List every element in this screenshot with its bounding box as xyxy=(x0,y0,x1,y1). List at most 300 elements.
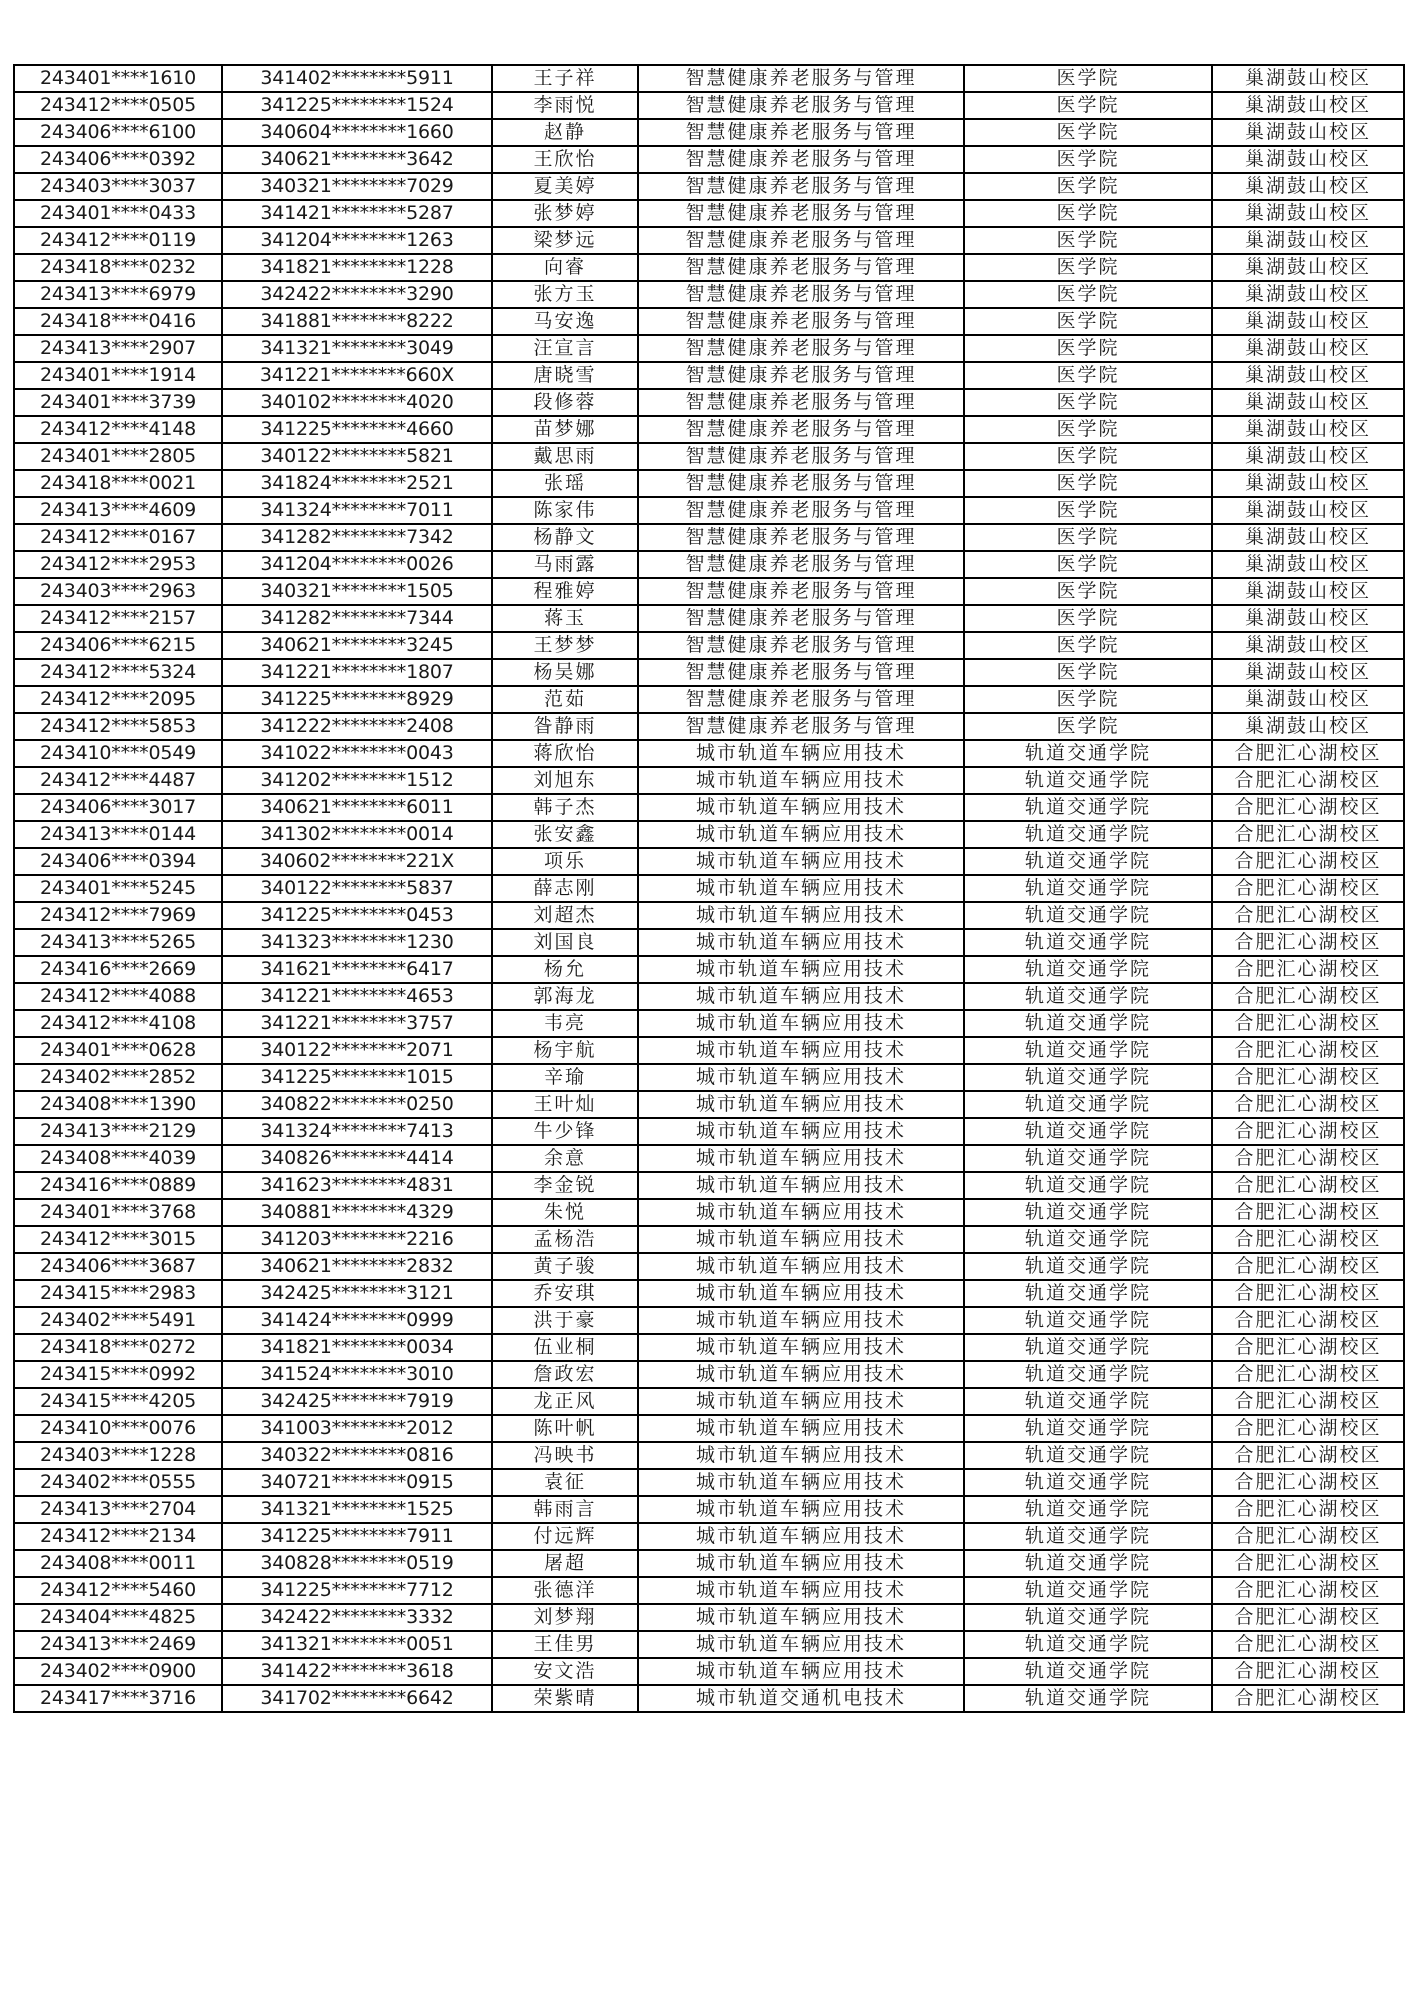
campus-cell: 合肥汇心湖校区 xyxy=(1212,1118,1404,1145)
id-number-cell: 341702********6642 xyxy=(222,1685,492,1712)
college-cell: 轨道交通学院 xyxy=(964,1037,1212,1064)
college-cell: 轨道交通学院 xyxy=(964,1064,1212,1091)
table-row xyxy=(14,227,1404,254)
major-cell: 智慧健康养老服务与管理 xyxy=(638,659,964,686)
student-name-cell: 蒋玉 xyxy=(492,605,638,632)
college-cell: 医学院 xyxy=(964,92,1212,119)
id-number-cell: 340621********6011 xyxy=(222,794,492,821)
student-name-cell: 陈叶帆 xyxy=(492,1415,638,1442)
exam-number-cell: 243412****4088 xyxy=(14,983,222,1010)
major-cell: 城市轨道车辆应用技术 xyxy=(638,1604,964,1631)
table-row xyxy=(14,1199,1404,1226)
major-cell: 智慧健康养老服务与管理 xyxy=(638,578,964,605)
table-row xyxy=(14,686,1404,713)
college-cell: 医学院 xyxy=(964,362,1212,389)
id-number-cell: 340826********4414 xyxy=(222,1145,492,1172)
id-number-cell: 340322********0816 xyxy=(222,1442,492,1469)
exam-number-cell: 243418****0021 xyxy=(14,470,222,497)
major-cell: 城市轨道车辆应用技术 xyxy=(638,1172,964,1199)
campus-cell: 合肥汇心湖校区 xyxy=(1212,794,1404,821)
table-row xyxy=(14,659,1404,686)
student-name-cell: 朱悦 xyxy=(492,1199,638,1226)
major-cell: 智慧健康养老服务与管理 xyxy=(638,605,964,632)
student-name-cell: 张德洋 xyxy=(492,1577,638,1604)
college-cell: 轨道交通学院 xyxy=(964,821,1212,848)
student-name-cell: 付远辉 xyxy=(492,1523,638,1550)
table-row xyxy=(14,902,1404,929)
table-row xyxy=(14,281,1404,308)
college-cell: 医学院 xyxy=(964,65,1212,92)
student-name-cell: 范茹 xyxy=(492,686,638,713)
campus-cell: 巢湖鼓山校区 xyxy=(1212,227,1404,254)
exam-number-cell: 243401****1610 xyxy=(14,65,222,92)
id-number-cell: 341821********0034 xyxy=(222,1334,492,1361)
campus-cell: 合肥汇心湖校区 xyxy=(1212,902,1404,929)
table-row xyxy=(14,497,1404,524)
student-name-cell: 牛少锋 xyxy=(492,1118,638,1145)
table-row xyxy=(14,1469,1404,1496)
student-name-cell: 杨静文 xyxy=(492,524,638,551)
id-number-cell: 340822********0250 xyxy=(222,1091,492,1118)
campus-cell: 巢湖鼓山校区 xyxy=(1212,308,1404,335)
table-row xyxy=(14,389,1404,416)
table-row xyxy=(14,578,1404,605)
table-row xyxy=(14,1361,1404,1388)
college-cell: 医学院 xyxy=(964,443,1212,470)
student-name-cell: 唐晓雪 xyxy=(492,362,638,389)
table-row xyxy=(14,335,1404,362)
student-name-cell: 张安鑫 xyxy=(492,821,638,848)
id-number-cell: 342425********7919 xyxy=(222,1388,492,1415)
exam-number-cell: 243418****0416 xyxy=(14,308,222,335)
campus-cell: 合肥汇心湖校区 xyxy=(1212,1010,1404,1037)
college-cell: 轨道交通学院 xyxy=(964,1253,1212,1280)
exam-number-cell: 243403****3037 xyxy=(14,173,222,200)
major-cell: 城市轨道车辆应用技术 xyxy=(638,1064,964,1091)
table-row xyxy=(14,1631,1404,1658)
id-number-cell: 341203********2216 xyxy=(222,1226,492,1253)
student-name-cell: 刘国良 xyxy=(492,929,638,956)
table-row xyxy=(14,1685,1404,1712)
id-number-cell: 340828********0519 xyxy=(222,1550,492,1577)
student-name-cell: 伍业桐 xyxy=(492,1334,638,1361)
college-cell: 医学院 xyxy=(964,227,1212,254)
exam-number-cell: 243408****1390 xyxy=(14,1091,222,1118)
college-cell: 轨道交通学院 xyxy=(964,1523,1212,1550)
campus-cell: 合肥汇心湖校区 xyxy=(1212,1685,1404,1712)
table-row xyxy=(14,1145,1404,1172)
campus-cell: 巢湖鼓山校区 xyxy=(1212,605,1404,632)
campus-cell: 巢湖鼓山校区 xyxy=(1212,551,1404,578)
table-row xyxy=(14,200,1404,227)
campus-cell: 巢湖鼓山校区 xyxy=(1212,362,1404,389)
student-name-cell: 安文浩 xyxy=(492,1658,638,1685)
id-number-cell: 341225********7712 xyxy=(222,1577,492,1604)
campus-cell: 合肥汇心湖校区 xyxy=(1212,1496,1404,1523)
college-cell: 轨道交通学院 xyxy=(964,794,1212,821)
campus-cell: 合肥汇心湖校区 xyxy=(1212,1442,1404,1469)
exam-number-cell: 243415****0992 xyxy=(14,1361,222,1388)
table-row xyxy=(14,416,1404,443)
table-row xyxy=(14,794,1404,821)
major-cell: 城市轨道车辆应用技术 xyxy=(638,1658,964,1685)
student-name-cell: 王佳男 xyxy=(492,1631,638,1658)
college-cell: 轨道交通学院 xyxy=(964,1145,1212,1172)
table-row xyxy=(14,443,1404,470)
major-cell: 城市轨道车辆应用技术 xyxy=(638,1253,964,1280)
table-row xyxy=(14,92,1404,119)
exam-number-cell: 243412****2134 xyxy=(14,1523,222,1550)
table-row xyxy=(14,1550,1404,1577)
college-cell: 轨道交通学院 xyxy=(964,1469,1212,1496)
college-cell: 轨道交通学院 xyxy=(964,1199,1212,1226)
exam-number-cell: 243410****0549 xyxy=(14,740,222,767)
exam-number-cell: 243403****1228 xyxy=(14,1442,222,1469)
student-name-cell: 袁征 xyxy=(492,1469,638,1496)
student-name-cell: 张方玉 xyxy=(492,281,638,308)
major-cell: 智慧健康养老服务与管理 xyxy=(638,146,964,173)
student-name-cell: 李雨悦 xyxy=(492,92,638,119)
exam-number-cell: 243401****5245 xyxy=(14,875,222,902)
exam-number-cell: 243401****0433 xyxy=(14,200,222,227)
student-name-cell: 杨吴娜 xyxy=(492,659,638,686)
campus-cell: 巢湖鼓山校区 xyxy=(1212,146,1404,173)
major-cell: 智慧健康养老服务与管理 xyxy=(638,335,964,362)
campus-cell: 合肥汇心湖校区 xyxy=(1212,1523,1404,1550)
student-name-cell: 屠超 xyxy=(492,1550,638,1577)
id-number-cell: 340621********3245 xyxy=(222,632,492,659)
exam-number-cell: 243403****2963 xyxy=(14,578,222,605)
campus-cell: 巢湖鼓山校区 xyxy=(1212,281,1404,308)
table-row xyxy=(14,1064,1404,1091)
exam-number-cell: 243413****2469 xyxy=(14,1631,222,1658)
major-cell: 城市轨道车辆应用技术 xyxy=(638,1361,964,1388)
campus-cell: 合肥汇心湖校区 xyxy=(1212,1361,1404,1388)
exam-number-cell: 243406****0394 xyxy=(14,848,222,875)
campus-cell: 合肥汇心湖校区 xyxy=(1212,1091,1404,1118)
table-row xyxy=(14,1388,1404,1415)
id-number-cell: 341204********1263 xyxy=(222,227,492,254)
college-cell: 医学院 xyxy=(964,173,1212,200)
major-cell: 城市轨道车辆应用技术 xyxy=(638,1388,964,1415)
id-number-cell: 340621********2832 xyxy=(222,1253,492,1280)
id-number-cell: 341221********1807 xyxy=(222,659,492,686)
college-cell: 轨道交通学院 xyxy=(964,1496,1212,1523)
major-cell: 城市轨道交通机电技术 xyxy=(638,1685,964,1712)
major-cell: 城市轨道车辆应用技术 xyxy=(638,1199,964,1226)
campus-cell: 巢湖鼓山校区 xyxy=(1212,254,1404,281)
college-cell: 医学院 xyxy=(964,659,1212,686)
college-cell: 医学院 xyxy=(964,416,1212,443)
student-name-cell: 刘超杰 xyxy=(492,902,638,929)
table-row xyxy=(14,551,1404,578)
major-cell: 智慧健康养老服务与管理 xyxy=(638,362,964,389)
table-row xyxy=(14,254,1404,281)
exam-number-cell: 243412****0119 xyxy=(14,227,222,254)
student-name-cell: 苗梦娜 xyxy=(492,416,638,443)
student-name-cell: 乔安琪 xyxy=(492,1280,638,1307)
student-name-cell: 韩雨言 xyxy=(492,1496,638,1523)
id-number-cell: 341225********7911 xyxy=(222,1523,492,1550)
major-cell: 智慧健康养老服务与管理 xyxy=(638,119,964,146)
campus-cell: 合肥汇心湖校区 xyxy=(1212,1604,1404,1631)
id-number-cell: 341623********4831 xyxy=(222,1172,492,1199)
student-name-cell: 张瑶 xyxy=(492,470,638,497)
college-cell: 轨道交通学院 xyxy=(964,1118,1212,1145)
college-cell: 医学院 xyxy=(964,686,1212,713)
campus-cell: 合肥汇心湖校区 xyxy=(1212,1334,1404,1361)
exam-number-cell: 243412****4487 xyxy=(14,767,222,794)
major-cell: 智慧健康养老服务与管理 xyxy=(638,308,964,335)
major-cell: 城市轨道车辆应用技术 xyxy=(638,767,964,794)
exam-number-cell: 243412****2095 xyxy=(14,686,222,713)
id-number-cell: 341621********6417 xyxy=(222,956,492,983)
college-cell: 轨道交通学院 xyxy=(964,767,1212,794)
campus-cell: 合肥汇心湖校区 xyxy=(1212,983,1404,1010)
id-number-cell: 341881********8222 xyxy=(222,308,492,335)
student-name-cell: 刘旭东 xyxy=(492,767,638,794)
student-roster-table xyxy=(13,64,1405,1713)
campus-cell: 合肥汇心湖校区 xyxy=(1212,1280,1404,1307)
college-cell: 轨道交通学院 xyxy=(964,1604,1212,1631)
college-cell: 轨道交通学院 xyxy=(964,1415,1212,1442)
exam-number-cell: 243418****0272 xyxy=(14,1334,222,1361)
table-row xyxy=(14,1523,1404,1550)
major-cell: 智慧健康养老服务与管理 xyxy=(638,173,964,200)
college-cell: 医学院 xyxy=(964,389,1212,416)
exam-number-cell: 243401****1914 xyxy=(14,362,222,389)
student-name-cell: 荣紫晴 xyxy=(492,1685,638,1712)
college-cell: 轨道交通学院 xyxy=(964,1280,1212,1307)
exam-number-cell: 243401****3739 xyxy=(14,389,222,416)
id-number-cell: 341321********1525 xyxy=(222,1496,492,1523)
student-name-cell: 张梦婷 xyxy=(492,200,638,227)
campus-cell: 合肥汇心湖校区 xyxy=(1212,1199,1404,1226)
major-cell: 智慧健康养老服务与管理 xyxy=(638,686,964,713)
student-name-cell: 程雅婷 xyxy=(492,578,638,605)
id-number-cell: 341022********0043 xyxy=(222,740,492,767)
table-row xyxy=(14,875,1404,902)
table-row xyxy=(14,1226,1404,1253)
student-name-cell: 王梦梦 xyxy=(492,632,638,659)
major-cell: 城市轨道车辆应用技术 xyxy=(638,1523,964,1550)
table-row xyxy=(14,1604,1404,1631)
table-row xyxy=(14,848,1404,875)
major-cell: 城市轨道车辆应用技术 xyxy=(638,1334,964,1361)
campus-cell: 合肥汇心湖校区 xyxy=(1212,1550,1404,1577)
college-cell: 医学院 xyxy=(964,200,1212,227)
id-number-cell: 341824********2521 xyxy=(222,470,492,497)
student-name-cell: 韦亮 xyxy=(492,1010,638,1037)
college-cell: 轨道交通学院 xyxy=(964,983,1212,1010)
student-name-cell: 梁梦远 xyxy=(492,227,638,254)
exam-number-cell: 243413****2907 xyxy=(14,335,222,362)
major-cell: 城市轨道车辆应用技术 xyxy=(638,902,964,929)
campus-cell: 合肥汇心湖校区 xyxy=(1212,875,1404,902)
student-name-cell: 黄子骏 xyxy=(492,1253,638,1280)
table-row xyxy=(14,362,1404,389)
campus-cell: 合肥汇心湖校区 xyxy=(1212,1469,1404,1496)
id-number-cell: 341225********0453 xyxy=(222,902,492,929)
college-cell: 轨道交通学院 xyxy=(964,1388,1212,1415)
major-cell: 城市轨道车辆应用技术 xyxy=(638,1037,964,1064)
college-cell: 医学院 xyxy=(964,119,1212,146)
exam-number-cell: 243412****2157 xyxy=(14,605,222,632)
table-row xyxy=(14,1010,1404,1037)
college-cell: 轨道交通学院 xyxy=(964,1550,1212,1577)
student-name-cell: 李金锐 xyxy=(492,1172,638,1199)
exam-number-cell: 243413****2704 xyxy=(14,1496,222,1523)
major-cell: 城市轨道车辆应用技术 xyxy=(638,983,964,1010)
major-cell: 智慧健康养老服务与管理 xyxy=(638,65,964,92)
exam-number-cell: 243413****6979 xyxy=(14,281,222,308)
student-name-cell: 刘梦翔 xyxy=(492,1604,638,1631)
exam-number-cell: 243412****7969 xyxy=(14,902,222,929)
table-row xyxy=(14,740,1404,767)
exam-number-cell: 243401****2805 xyxy=(14,443,222,470)
id-number-cell: 341324********7413 xyxy=(222,1118,492,1145)
table-row xyxy=(14,713,1404,740)
student-name-cell: 余意 xyxy=(492,1145,638,1172)
major-cell: 城市轨道车辆应用技术 xyxy=(638,929,964,956)
id-number-cell: 341221********3757 xyxy=(222,1010,492,1037)
id-number-cell: 340881********4329 xyxy=(222,1199,492,1226)
student-name-cell: 杨宇航 xyxy=(492,1037,638,1064)
college-cell: 医学院 xyxy=(964,524,1212,551)
table-row xyxy=(14,605,1404,632)
college-cell: 轨道交通学院 xyxy=(964,1334,1212,1361)
id-number-cell: 341003********2012 xyxy=(222,1415,492,1442)
campus-cell: 合肥汇心湖校区 xyxy=(1212,1145,1404,1172)
exam-number-cell: 243415****2983 xyxy=(14,1280,222,1307)
campus-cell: 合肥汇心湖校区 xyxy=(1212,1226,1404,1253)
student-name-cell: 薛志刚 xyxy=(492,875,638,902)
major-cell: 智慧健康养老服务与管理 xyxy=(638,524,964,551)
id-number-cell: 340102********4020 xyxy=(222,389,492,416)
id-number-cell: 340602********221X xyxy=(222,848,492,875)
campus-cell: 巢湖鼓山校区 xyxy=(1212,470,1404,497)
table-row xyxy=(14,1172,1404,1199)
id-number-cell: 341222********2408 xyxy=(222,713,492,740)
major-cell: 城市轨道车辆应用技术 xyxy=(638,848,964,875)
exam-number-cell: 243410****0076 xyxy=(14,1415,222,1442)
id-number-cell: 341324********7011 xyxy=(222,497,492,524)
campus-cell: 巢湖鼓山校区 xyxy=(1212,497,1404,524)
major-cell: 智慧健康养老服务与管理 xyxy=(638,92,964,119)
college-cell: 轨道交通学院 xyxy=(964,1685,1212,1712)
major-cell: 城市轨道车辆应用技术 xyxy=(638,1118,964,1145)
id-number-cell: 341421********5287 xyxy=(222,200,492,227)
student-name-cell: 洪于豪 xyxy=(492,1307,638,1334)
exam-number-cell: 243412****2953 xyxy=(14,551,222,578)
college-cell: 轨道交通学院 xyxy=(964,1442,1212,1469)
student-name-cell: 龙正风 xyxy=(492,1388,638,1415)
student-name-cell: 王欣怡 xyxy=(492,146,638,173)
campus-cell: 合肥汇心湖校区 xyxy=(1212,929,1404,956)
exam-number-cell: 243404****4825 xyxy=(14,1604,222,1631)
exam-number-cell: 243402****0900 xyxy=(14,1658,222,1685)
college-cell: 医学院 xyxy=(964,308,1212,335)
table-row xyxy=(14,1577,1404,1604)
exam-number-cell: 243412****5853 xyxy=(14,713,222,740)
table-row xyxy=(14,146,1404,173)
major-cell: 城市轨道车辆应用技术 xyxy=(638,1442,964,1469)
id-number-cell: 340122********5837 xyxy=(222,875,492,902)
major-cell: 智慧健康养老服务与管理 xyxy=(638,632,964,659)
campus-cell: 巢湖鼓山校区 xyxy=(1212,632,1404,659)
exam-number-cell: 243412****5460 xyxy=(14,1577,222,1604)
college-cell: 医学院 xyxy=(964,605,1212,632)
table-row xyxy=(14,524,1404,551)
college-cell: 轨道交通学院 xyxy=(964,1226,1212,1253)
major-cell: 城市轨道车辆应用技术 xyxy=(638,1577,964,1604)
exam-number-cell: 243413****5265 xyxy=(14,929,222,956)
exam-number-cell: 243412****4148 xyxy=(14,416,222,443)
major-cell: 智慧健康养老服务与管理 xyxy=(638,200,964,227)
college-cell: 医学院 xyxy=(964,335,1212,362)
exam-number-cell: 243413****2129 xyxy=(14,1118,222,1145)
college-cell: 医学院 xyxy=(964,146,1212,173)
table-row xyxy=(14,821,1404,848)
campus-cell: 合肥汇心湖校区 xyxy=(1212,1037,1404,1064)
student-name-cell: 向睿 xyxy=(492,254,638,281)
college-cell: 轨道交通学院 xyxy=(964,956,1212,983)
campus-cell: 巢湖鼓山校区 xyxy=(1212,443,1404,470)
major-cell: 城市轨道车辆应用技术 xyxy=(638,794,964,821)
major-cell: 城市轨道车辆应用技术 xyxy=(638,1469,964,1496)
campus-cell: 巢湖鼓山校区 xyxy=(1212,713,1404,740)
college-cell: 轨道交通学院 xyxy=(964,1631,1212,1658)
major-cell: 智慧健康养老服务与管理 xyxy=(638,497,964,524)
id-number-cell: 341221********660X xyxy=(222,362,492,389)
table-row xyxy=(14,1658,1404,1685)
student-name-cell: 辛瑜 xyxy=(492,1064,638,1091)
table-row xyxy=(14,1037,1404,1064)
table-row xyxy=(14,767,1404,794)
campus-cell: 巢湖鼓山校区 xyxy=(1212,335,1404,362)
exam-number-cell: 243412****0505 xyxy=(14,92,222,119)
major-cell: 城市轨道车辆应用技术 xyxy=(638,956,964,983)
student-name-cell: 王叶灿 xyxy=(492,1091,638,1118)
id-number-cell: 340321********7029 xyxy=(222,173,492,200)
college-cell: 轨道交通学院 xyxy=(964,875,1212,902)
major-cell: 智慧健康养老服务与管理 xyxy=(638,551,964,578)
major-cell: 城市轨道车辆应用技术 xyxy=(638,1307,964,1334)
major-cell: 城市轨道车辆应用技术 xyxy=(638,1145,964,1172)
student-name-cell: 昝静雨 xyxy=(492,713,638,740)
exam-number-cell: 243416****0889 xyxy=(14,1172,222,1199)
student-name-cell: 戴思雨 xyxy=(492,443,638,470)
id-number-cell: 341225********1015 xyxy=(222,1064,492,1091)
campus-cell: 合肥汇心湖校区 xyxy=(1212,1307,1404,1334)
campus-cell: 巢湖鼓山校区 xyxy=(1212,92,1404,119)
id-number-cell: 342422********3332 xyxy=(222,1604,492,1631)
campus-cell: 合肥汇心湖校区 xyxy=(1212,1172,1404,1199)
college-cell: 医学院 xyxy=(964,632,1212,659)
student-name-cell: 杨允 xyxy=(492,956,638,983)
campus-cell: 合肥汇心湖校区 xyxy=(1212,1388,1404,1415)
exam-number-cell: 243418****0232 xyxy=(14,254,222,281)
id-number-cell: 341321********3049 xyxy=(222,335,492,362)
exam-number-cell: 243406****3687 xyxy=(14,1253,222,1280)
college-cell: 轨道交通学院 xyxy=(964,1658,1212,1685)
major-cell: 城市轨道车辆应用技术 xyxy=(638,1631,964,1658)
major-cell: 城市轨道车辆应用技术 xyxy=(638,1091,964,1118)
campus-cell: 合肥汇心湖校区 xyxy=(1212,740,1404,767)
table-row xyxy=(14,929,1404,956)
campus-cell: 巢湖鼓山校区 xyxy=(1212,686,1404,713)
major-cell: 智慧健康养老服务与管理 xyxy=(638,227,964,254)
